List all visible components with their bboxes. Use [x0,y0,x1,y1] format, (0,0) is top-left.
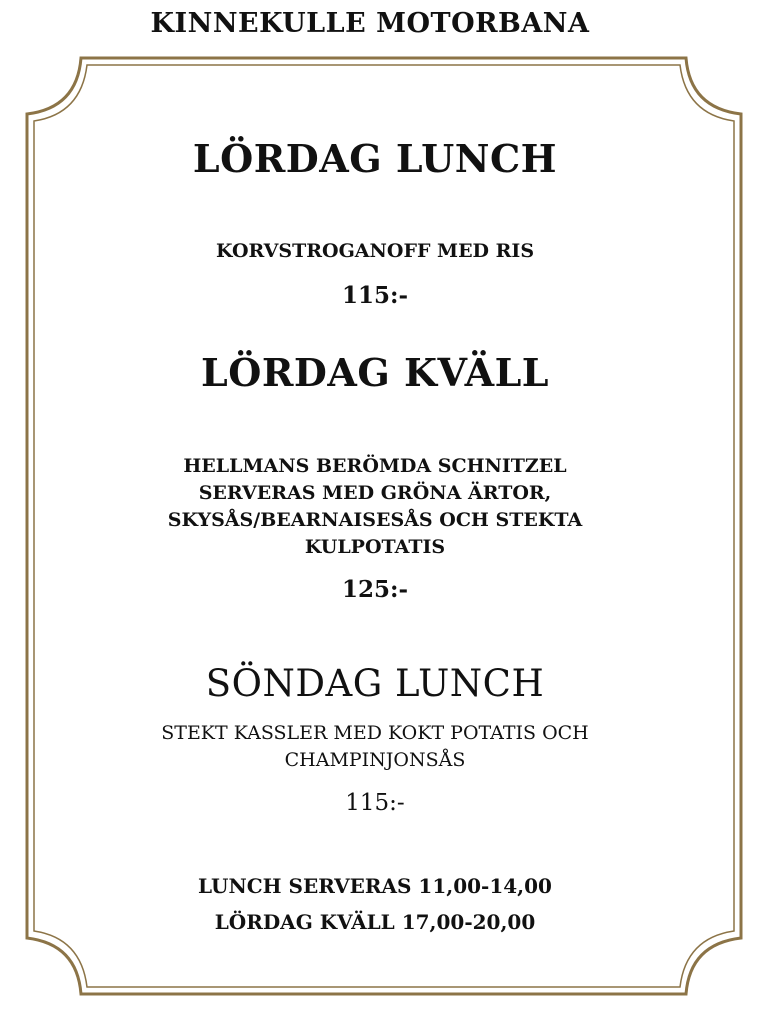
sunday-lunch-dish-block [80,720,670,774]
sunday-lunch-dish-line: CHAMPINJONSÅS [284,749,466,771]
sunday-lunch-price: 115:- [345,790,405,816]
saturday-evening-dish-line: HELLMANS BERÖMDA SCHNITZEL [183,455,567,477]
saturday-lunch-price-block [80,282,670,309]
saturday-evening-heading: LÖRDAG KVÄLL [201,350,549,395]
saturday-evening-dish-line: SKYSÅS/BEARNAISESÅS OCH STEKTA [167,509,583,531]
saturday-lunch-dish: KORVSTROGANOFF MED RIS [215,240,535,262]
saturday-evening-price: 125:- [341,576,409,603]
saturday-evening-dish-line: KULPOTATIS [304,536,446,558]
lunch-hours: LUNCH SERVERAS 11,00-14,00 [198,874,552,898]
sunday-lunch-section [80,662,670,705]
sunday-lunch-price-block [80,790,670,816]
saturday-evening-price-block [80,576,670,603]
saturday-evening-dish-line: SERVERAS MED GRÖNA ÄRTOR, [198,482,552,504]
evening-hours-block [80,910,670,934]
saturday-lunch-heading: LÖRDAG LUNCH [192,136,558,181]
saturday-evening-dish-block [80,453,670,561]
saturday-lunch-price: 115:- [341,282,409,309]
sunday-lunch-dish-line: STEKT KASSLER MED KOKT POTATIS OCH [161,722,589,744]
evening-hours: LÖRDAG KVÄLL 17,00-20,00 [214,910,536,934]
restaurant-title: KINNEKULLE MOTORBANA [150,8,590,39]
saturday-evening-section [80,350,670,395]
lunch-hours-block [80,874,670,898]
sunday-lunch-heading: SÖNDAG LUNCH [205,662,545,705]
saturday-lunch-section [80,136,670,181]
saturday-lunch-dish-block [80,238,670,265]
